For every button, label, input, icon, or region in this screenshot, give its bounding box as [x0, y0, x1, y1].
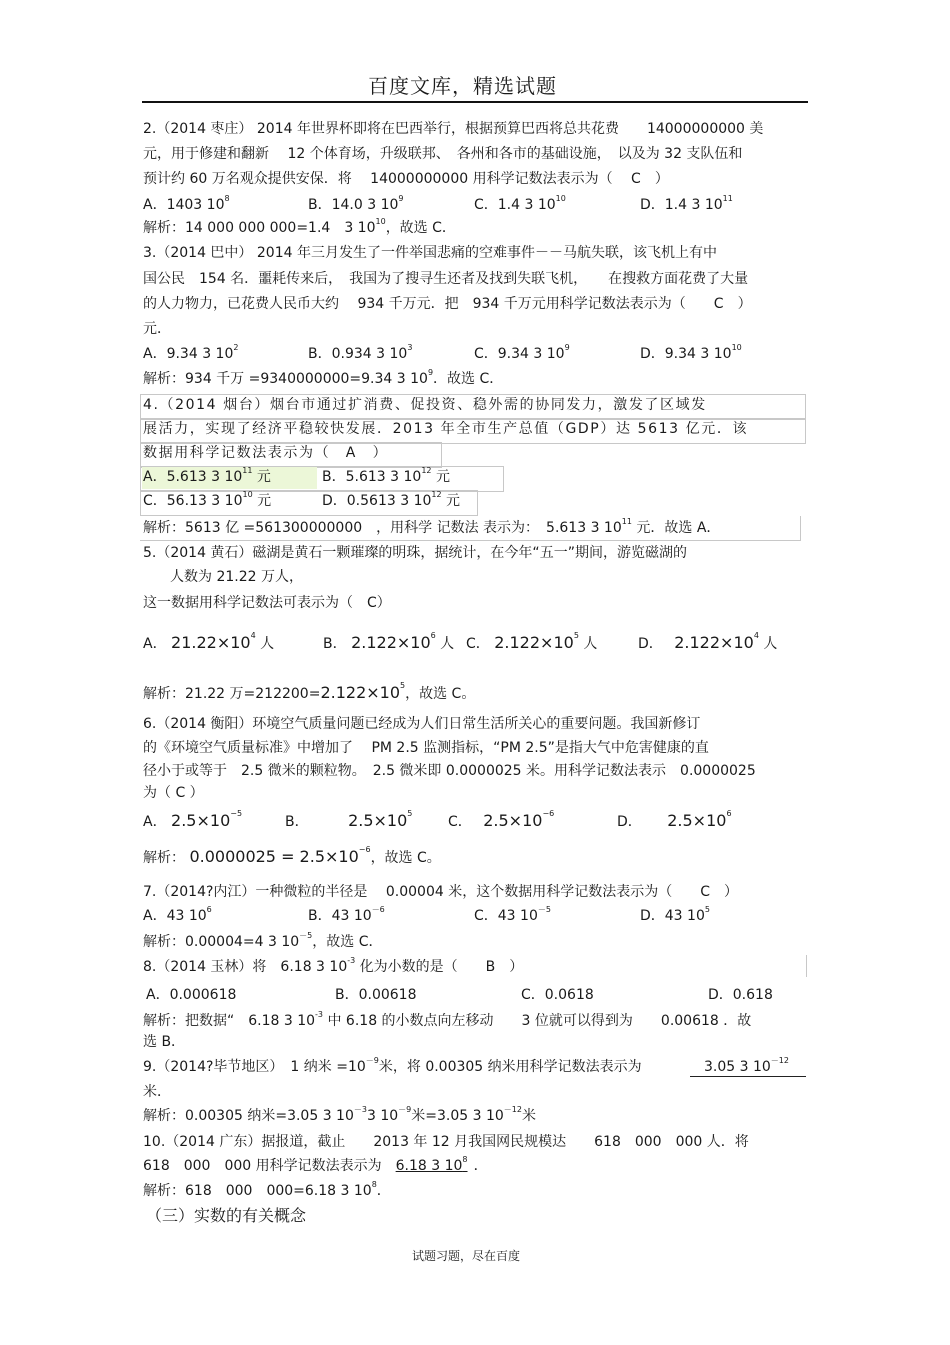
q4-line-3: 数据用科学记数法表示为（ A ）: [143, 445, 389, 461]
q4-option-a: A．5.613 3 $10^{11}$ 元: [143, 466, 271, 485]
q7-option-d: D．43 $10^5$: [640, 905, 710, 924]
q6-line-3: 径小于或等于 2.5 微米的颗粒物。 2.5 微米即 0.0000025 米。用科学记数法表示 0.0000025: [143, 763, 756, 779]
q8-line-1: 8.（2014 玉林）将 6.18 3 $10^{-3}$ 化为小数的是（ B ）: [143, 956, 524, 975]
q6-answer: 解析： $0.0000025 = 2.5\times 10^{-6}$，故选 C。: [143, 845, 441, 866]
q8-answer-line-2: 选 B．: [143, 1034, 186, 1050]
q9-answer: 解析：0.00305 纳米=3.05 3 $10^{-3}3$ $10^{-9}$米=3.05 3 $10^{-12}$米: [143, 1105, 536, 1124]
q5-option-b: B． $2.122\times 10^6$ 人: [323, 631, 455, 652]
q2-option-c: C．1.4 3 $10^{10}$: [474, 194, 566, 213]
q6-option-a: A． $2.5\times 10^{-5}$: [143, 809, 243, 830]
q4-answer: 解析：5613 亿 =561300000000 ，用科学 记数法 表示为： 5.613 3 $10^{11}$ 元．故选 A．: [143, 517, 721, 536]
q6-option-c: C． $2.5\times 10^{-6}$: [448, 809, 555, 830]
q4-option-d: D．0.5613 3 $10^{12}$ 元: [322, 490, 461, 509]
q10-answer-blank: 6.18 3 $10^8$: [395, 1155, 468, 1174]
q9-line-1: 9.（2014?毕节地区） 1 纳米 $=10^{-9}$米，将 0.00305 纳米用科学记数法表示为: [143, 1056, 642, 1075]
q3-option-d: D．9.34 3 $10^{10}$: [640, 343, 742, 362]
q9-answer-blank: 3.05 3 $10^{-12}$: [690, 1060, 806, 1077]
q3-line-3: 的人力物力，已花费人民币大约 934 千万元．把 934 千万元用科学记数法表示为（ C ）: [143, 296, 752, 312]
q7-line-1: 7.（2014?内江）一种微粒的半径是 0.00004 米，这个数据用科学记数法表示为（ C ）: [143, 884, 738, 900]
q3-answer: 解析：934 千万 =9340000000=9.34 3 $10^9$．故选 C．: [143, 368, 504, 387]
q2-line-1: 2.（2014 枣庄） 2014 年世界杯即将在巴西举行，根据预算巴西将总共花费 14000000000 美: [143, 121, 764, 137]
q2-option-a: A．1403 $10^8$: [143, 194, 230, 213]
q6-line-1: 6.（2014 衡阳）环境空气质量问题已经成为人们日常生活所关心的重要问题。我国新修订: [143, 716, 701, 732]
q10-line-2: 618 000 000 用科学记数法表示为 6.18 3 $10^8$ ．: [143, 1155, 488, 1174]
header-rule: [142, 101, 808, 103]
q7-option-c: C．43 $10^{-5}$: [474, 905, 551, 924]
page-footer: 试题习题，尽在百度: [412, 1249, 521, 1263]
q3-option-a: A．9.34 3 $10^2$: [143, 343, 239, 362]
q3-line-2: 国公民 154 名．噩耗传来后， 我国为了搜寻生还者及找到失联飞机， 在搜救方面花费了大量: [143, 271, 749, 287]
q6-option-b: B． $2.5\times 10^5$: [285, 809, 413, 830]
q5-line-2: 人数为 21.22 万人，: [170, 569, 303, 585]
q7-option-a: A．43 $10^6$: [143, 905, 212, 924]
q4-option-b: B．5.613 3 $10^{12}$ 元: [322, 466, 450, 485]
q10-answer: 解析：618 000 000=6.18 3 $10^8$．: [143, 1180, 391, 1199]
q4-line-1: 4.（2014 烟台）烟台市通过扩消费、促投资、稳外需的协同发力，激发了区域发: [143, 397, 707, 413]
q2-line-2: 元，用于修建和翻新 12 个体育场，升级联邦、 各州和各市的基础设施， 以及为 32 支队伍和: [143, 146, 743, 162]
q10-line-1: 10.（2014 广东）据报道，截止 2013 年 12 月我国网民规模达 618 000 000 人．将: [143, 1134, 749, 1150]
q5-line-3: 这一数据用科学记数法可表示为（ C）: [143, 595, 391, 611]
q6-option-d: D． $2.5\times 10^6$: [617, 809, 732, 830]
q7-option-b: B．43 $10^{-6}$: [308, 905, 385, 924]
q8-option-d: D．0.618: [708, 987, 773, 1003]
q6-line-2: 的《环境空气质量标准》中增加了 PM 2.5 监测指标，“PM 2.5”是指大气中危害健康的直: [143, 740, 709, 756]
q3-option-b: B．0.934 3 $10^3$: [308, 343, 413, 362]
page-title: 百度文库，精选试题: [368, 74, 557, 98]
q3-line-1: 3.（2014 巴中） 2014 年三月发生了一件举国悲痛的空难事件－－马航失联，该飞机上有中: [143, 245, 717, 261]
q3-option-c: C．9.34 3 $10^9$: [474, 343, 570, 362]
q5-option-a: A． $21.22\times 10^4$ 人: [143, 631, 275, 652]
q3-line-4: 元．: [143, 321, 171, 337]
q2-option-b: B．14.0 3 $10^9$: [308, 194, 404, 213]
q9-line-2: 米．: [143, 1084, 171, 1100]
q5-option-c: C． $2.122\times 10^5$ 人: [466, 631, 598, 652]
q8-option-b: B．0.00618: [335, 987, 417, 1003]
q2-option-d: D．1.4 3 $10^{11}$: [640, 194, 733, 213]
q5-line-1: 5.（2014 黄石）磁湖是黄石一颗璀璨的明珠，据统计，在今年“五一”期间，游览磁湖的: [143, 545, 687, 561]
q5-option-d: D． $2.122\times 10^4$ 人: [638, 631, 778, 652]
q2-answer: 解析：14 000 000 000=1.4 3 $10^{10}$，故选 C．: [143, 217, 456, 236]
section-heading: （三）实数的有关概念: [146, 1206, 307, 1225]
q8-option-c: C．0.0618: [521, 987, 594, 1003]
q4-line-2: 展活力，实现了经济平稳较快发展．2013 年全市生产总值（GDP）达 5613 亿元．该: [143, 421, 749, 437]
q6-line-4: 为（ C ）: [143, 785, 204, 801]
q8-answer: 解析：把数据“ 6.18 3 $10^{-3}$ 中 6.18 的小数点向左移动 3 位就可以得到为 0.00618 ．故: [143, 1010, 752, 1029]
q5-answer: 解析：21.22 万$=212200=2.122\times 10^5$，故选 C。: [143, 681, 476, 702]
q4-option-c: C．56.13 3 $10^{10}$ 元: [143, 490, 272, 509]
q2-line-3: 预计约 60 万名观众提供安保．将 14000000000 用科学记数法表示为（ C ）: [143, 171, 669, 187]
q8-option-a: A．0.000618: [146, 987, 237, 1003]
q7-answer: 解析：0.00004=4 3 $10^{-5}$，故选 C．: [143, 931, 383, 950]
